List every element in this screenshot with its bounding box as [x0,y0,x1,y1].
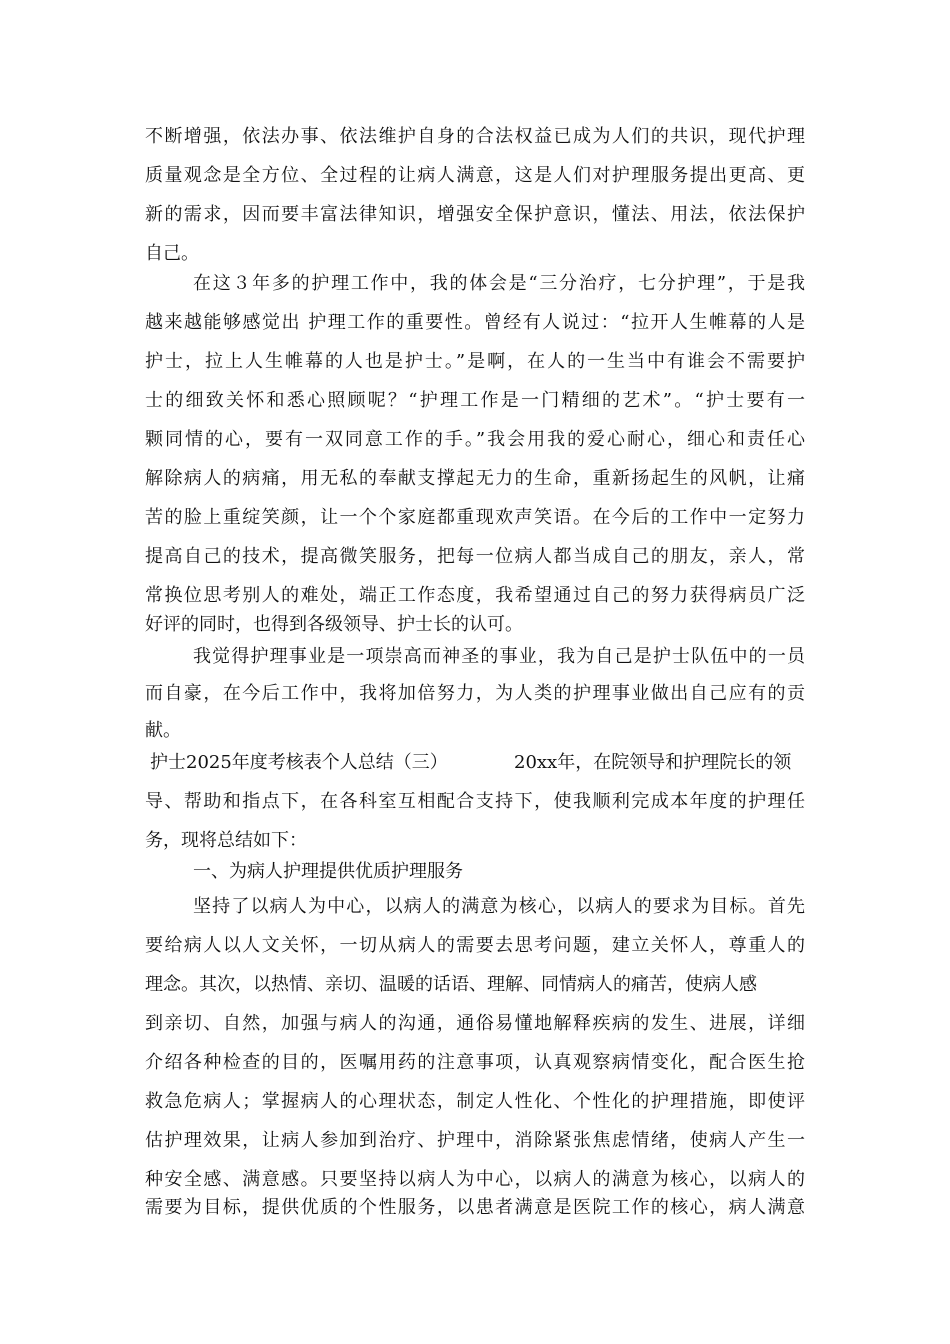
paragraph-4-line-9: 需要为目标，提供优质的个性服务，以患者满意是医院工作的核心，病人满意 [145,1197,805,1218]
paragraph-4-line-8: 种安全感、满意感。只要坚持以病人为中心，以病人的满意为核心，以病人的 [145,1169,805,1190]
paragraph-4-line-4: 到亲切、自然，加强与病人的沟通，通俗易懂地解释疾病的发生、进展，详细 [145,1013,805,1034]
section-intro-start: 20xx年，在院领导和护理院长的领 [514,752,792,773]
paragraph-3-line-1: 我觉得护理事业是一项崇高而神圣的事业，我为自己是护士队伍中的一员 [193,646,805,667]
paragraph-4-line-7: 估护理效果，让病人参加到治疗、护理中，消除紧张焦虑情绪，使病人产生一 [145,1130,805,1151]
paragraph-4-line-2: 要给病人以人文关怀，一切从病人的需要去思考问题，建立关怀人，尊重人的 [145,935,805,956]
paragraph-3-line-3: 献。 [145,720,181,741]
section-intro-line-2: 务，现将总结如下： [145,830,307,851]
paragraph-2-line-5: 颗同情的心，要有一双同意工作的手。”我会用我的爱心耐心，细心和责任心 [145,429,805,450]
section-intro-line-1: 导、帮助和指点下，在各科室互相配合支持下，使我顺利完成本年度的护理任 [145,791,805,812]
paragraph-2-line-7: 苦的脸上重绽笑颜，让一个个家庭都重现欢声笑语。在今后的工作中一定努力 [145,507,805,528]
section-heading-row [150,748,810,778]
paragraph-4-line-1: 坚持了以病人为中心，以病人的满意为核心，以病人的要求为目标。首先 [193,896,805,917]
paragraph-2-line-10: 好评的同时，也得到各级领导、护士长的认可。 [145,614,523,635]
paragraph-4-line-5: 介绍各种检查的目的，医嘱用药的注意事项，认真观察病情变化，配合医生抢 [145,1052,805,1073]
paragraph-2-line-9: 常换位思考别人的难处，端正工作态度，我希望通过自己的努力获得病员广泛 [145,585,805,606]
paragraph-1-line-4: 自己。 [145,243,199,264]
subheading: 一、为病人护理提供优质护理服务 [193,861,463,882]
paragraph-1-line-3: 新的需求，因而要丰富法律知识，增强安全保护意识，懂法、用法，依法保护 [145,204,805,225]
paragraph-2-line-2: 越来越能够感觉出 护理工作的重要性。曾经有人说过：“拉开人生帷幕的人是 [145,312,805,333]
paragraph-4-line-6: 救急危病人；掌握病人的心理状态，制定人性化、个性化的护理措施，即使评 [145,1091,805,1112]
paragraph-4-line-3: 理念。其次，以热情、亲切、温暖的话语、理解、同情病人的痛苦，使病人感 [145,974,757,995]
paragraph-2-line-4: 士的细致关怀和悉心照顾呢？“护理工作是一门精细的艺术”。“护士要有一 [145,390,805,411]
paragraph-3-line-2: 而自豪，在今后工作中，我将加倍努力，为人类的护理事业做出自己应有的贡 [145,683,805,704]
paragraph-2-line-6: 解除病人的病痛，用无私的奉献支撑起无力的生命，重新扬起生的风帆，让痛 [145,468,805,489]
section-title: 护士2025年度考核表个人总结（三） [150,752,448,773]
paragraph-2-line-1: 在这３年多的护理工作中，我的体会是“三分治疗，七分护理”，于是我 [193,273,805,294]
paragraph-2-line-8: 提高自己的技术，提高微笑服务，把每一位病人都当成自己的朋友，亲人，常 [145,546,805,567]
paragraph-1-line-1: 不断增强，依法办事、依法维护自身的合法权益已成为人们的共识，现代护理 [145,126,805,147]
paragraph-2-line-3: 护士，拉上人生帷幕的人也是护士。”是啊，在人的一生当中有谁会不需要护 [145,351,805,372]
paragraph-1-line-2: 质量观念是全方位、全过程的让病人满意，这是人们对护理服务提出更高、更 [145,165,805,186]
